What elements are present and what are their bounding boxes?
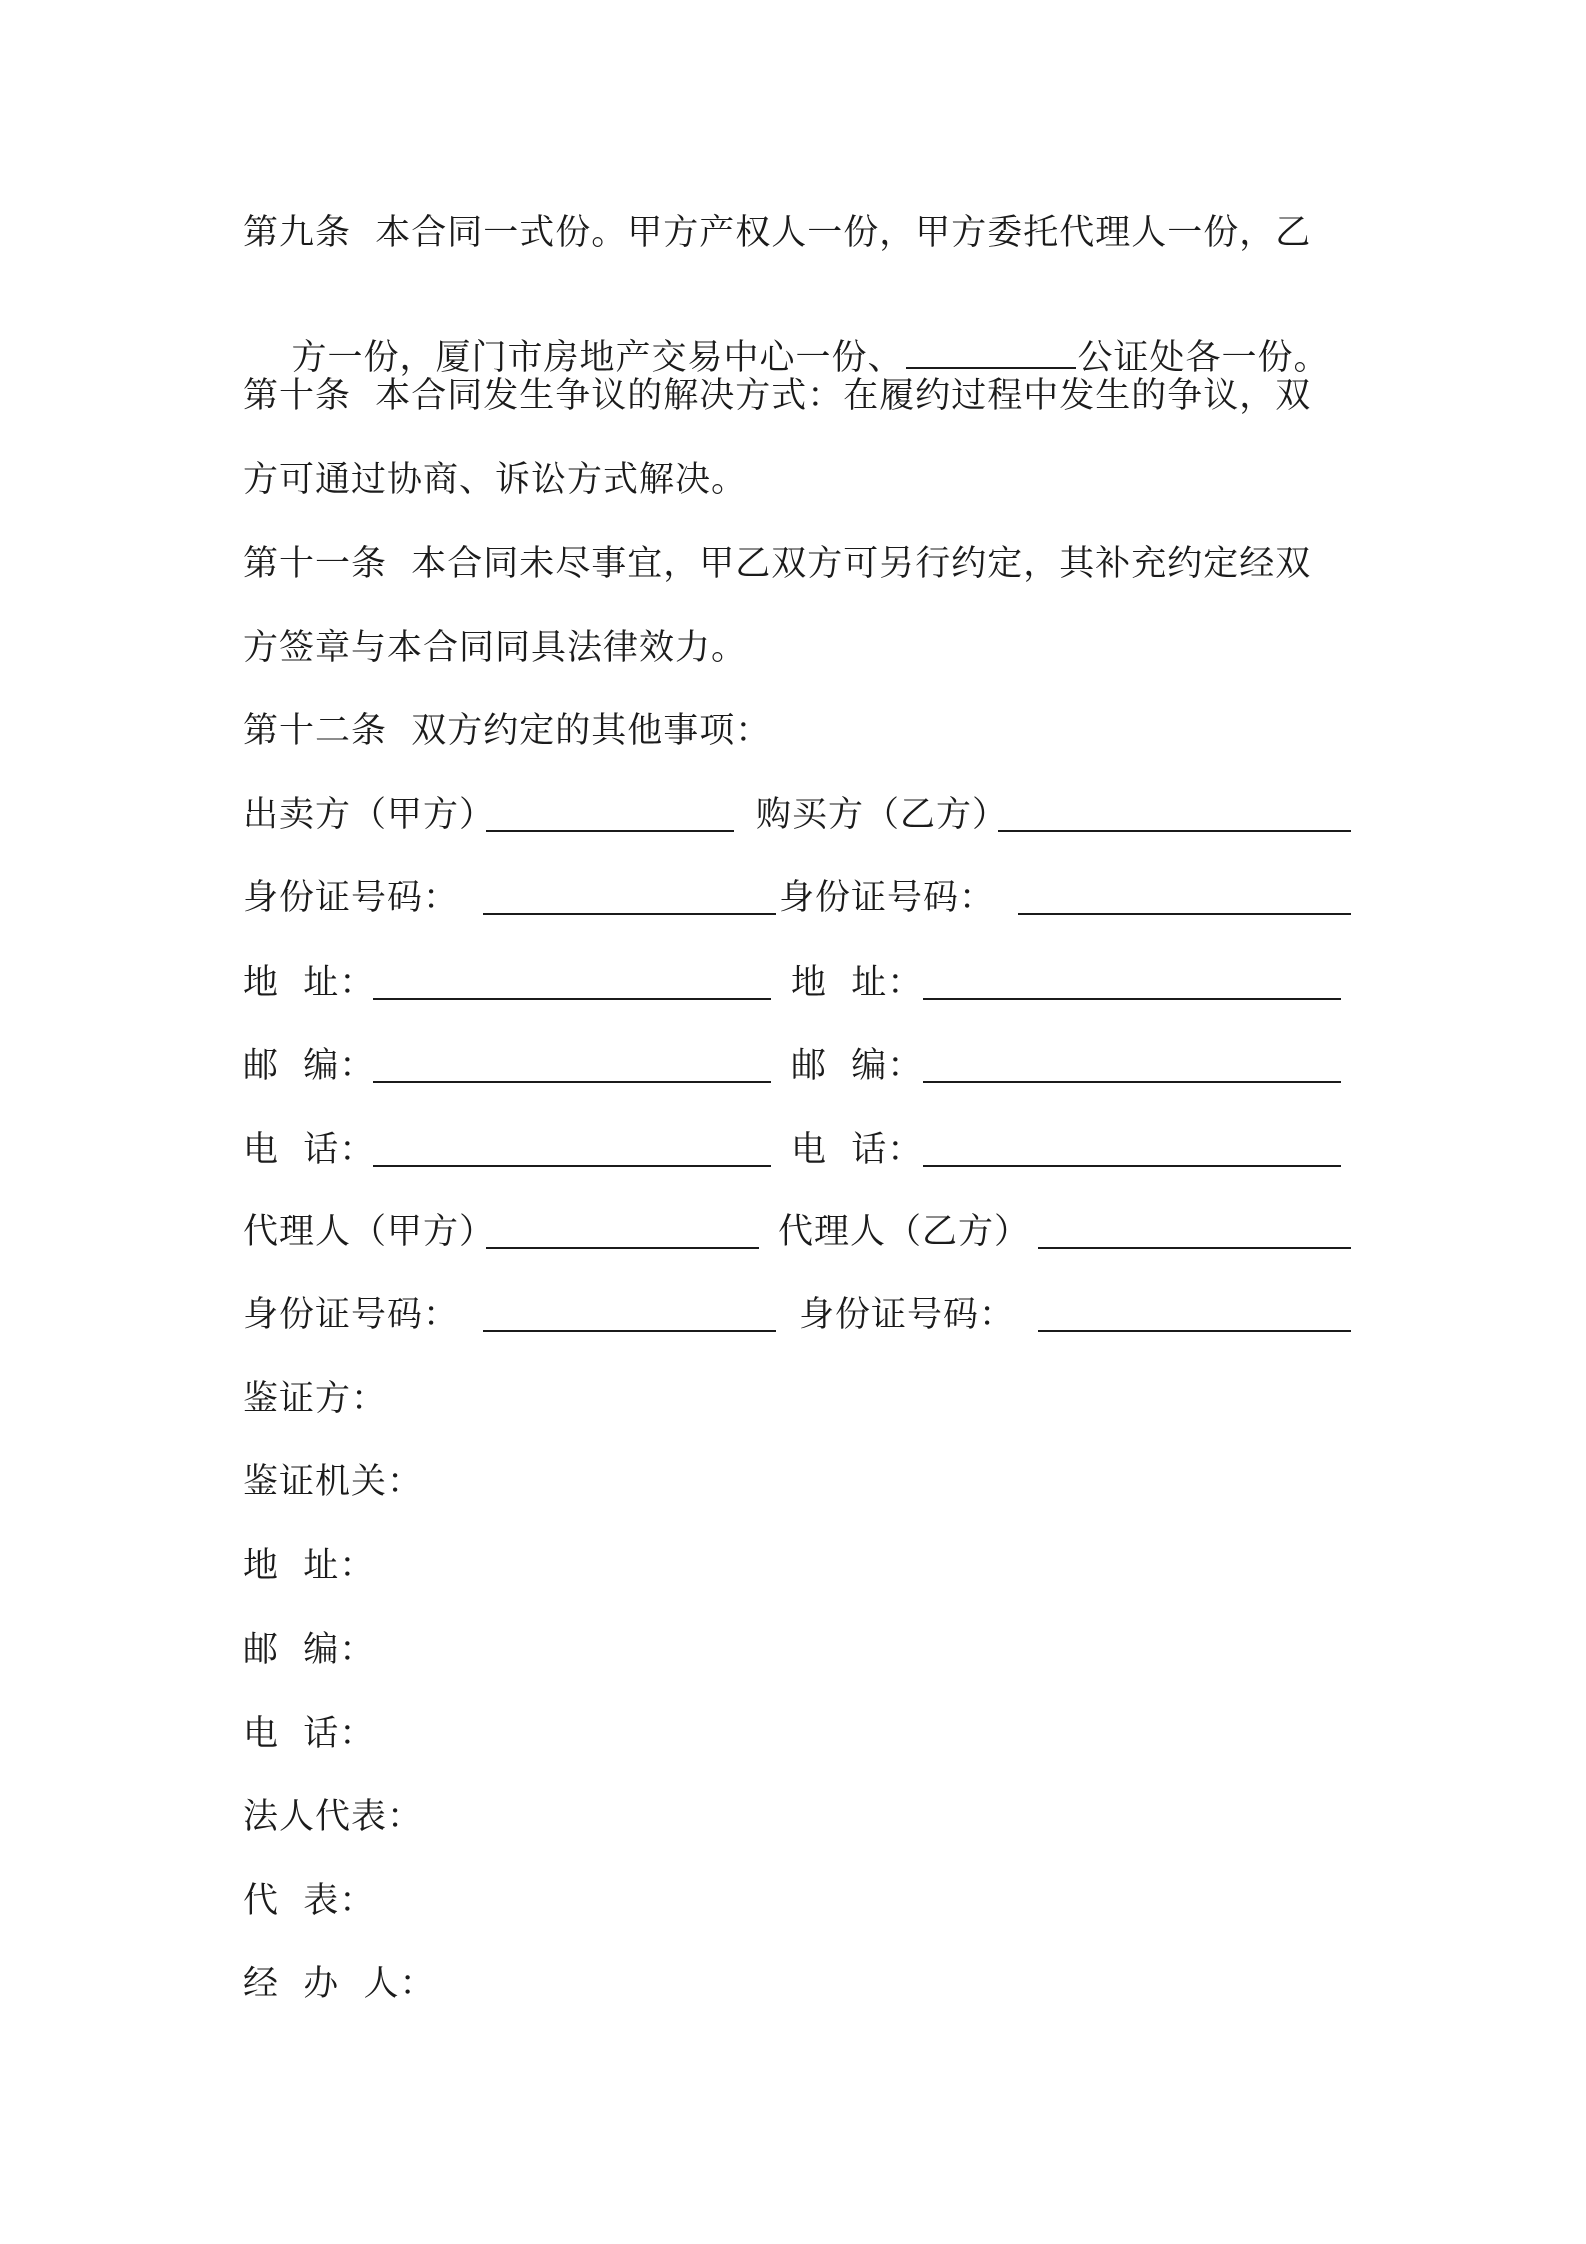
buyer-postcode-blank[interactable] <box>923 1081 1341 1083</box>
verifier-legal-rep-label: 法人代表： <box>243 1797 424 1837</box>
agent-b-blank[interactable] <box>1038 1247 1351 1249</box>
buyer-postcode-label: 邮 编： <box>791 1046 924 1086</box>
party-id-row <box>243 877 1353 921</box>
agent-a-label: 代理人（甲方） <box>243 1212 496 1252</box>
clause-9-text-a: 方一份，厦门市房地产交易中心一份、 <box>291 338 904 378</box>
party-address-row <box>243 962 1353 1006</box>
agent-row <box>243 1211 1353 1255</box>
seller-phone-blank[interactable] <box>373 1165 771 1167</box>
clause-10-line-2: 方可通过协商、诉讼方式解决。 <box>243 460 748 500</box>
seller-address-label: 地 址： <box>243 963 376 1003</box>
verifier-address-label: 地 址： <box>243 1546 376 1586</box>
clause-10-line-1: 第十条 本合同发生争议的解决方式：在履约过程中发生的争议，双 <box>243 376 1312 416</box>
verifier-phone-label: 电 话： <box>243 1714 376 1754</box>
buyer-address-label: 地 址： <box>791 963 924 1003</box>
agent-a-blank[interactable] <box>486 1247 759 1249</box>
buyer-phone-blank[interactable] <box>923 1165 1341 1167</box>
buyer-address-blank[interactable] <box>923 998 1341 1000</box>
party-phone-row <box>243 1129 1353 1173</box>
clause-12-line-1: 第十二条 双方约定的其他事项： <box>243 711 772 751</box>
seller-phone-label: 电 话： <box>243 1130 376 1170</box>
agent-a-id-blank[interactable] <box>483 1330 776 1332</box>
buyer-label: 购买方（乙方） <box>756 795 1009 835</box>
agent-b-id-label: 身份证号码： <box>799 1295 1016 1335</box>
seller-postcode-label: 邮 编： <box>243 1046 376 1086</box>
seller-label: 出卖方（甲方） <box>243 795 496 835</box>
seller-name-blank[interactable] <box>486 830 734 832</box>
agent-a-id-label: 身份证号码： <box>243 1295 460 1335</box>
clause-9-line-1: 第九条 本合同一式份。甲方产权人一份，甲方委托代理人一份，乙 <box>243 213 1312 253</box>
agent-id-row <box>243 1294 1353 1338</box>
notary-office-blank[interactable] <box>906 365 1076 369</box>
buyer-phone-label: 电 话： <box>791 1130 924 1170</box>
verifier-title: 鉴证方： <box>243 1379 388 1419</box>
buyer-name-blank[interactable] <box>998 830 1351 832</box>
verifier-handler-label: 经 办 人： <box>243 1964 436 2004</box>
clause-11-line-1: 第十一条 本合同未尽事宜，甲乙双方可另行约定，其补充约定经双 <box>243 544 1312 584</box>
seller-id-blank[interactable] <box>483 913 776 915</box>
agent-b-id-blank[interactable] <box>1038 1330 1351 1332</box>
buyer-id-blank[interactable] <box>1018 913 1351 915</box>
verifier-rep-label: 代 表： <box>243 1881 376 1921</box>
agent-b-label: 代理人（乙方） <box>778 1212 1031 1252</box>
seller-address-blank[interactable] <box>373 998 771 1000</box>
seller-postcode-blank[interactable] <box>373 1081 771 1083</box>
verifier-agency-label: 鉴证机关： <box>243 1462 424 1502</box>
clause-9-text-b: 公证处各一份。 <box>1077 338 1330 378</box>
verifier-postcode-label: 邮 编： <box>243 1630 376 1670</box>
buyer-id-label: 身份证号码： <box>779 878 996 918</box>
seller-id-label: 身份证号码： <box>243 878 460 918</box>
seller-buyer-row <box>243 794 1353 838</box>
clause-11-line-2: 方签章与本合同同具法律效力。 <box>243 628 748 668</box>
party-postcode-row <box>243 1045 1353 1089</box>
